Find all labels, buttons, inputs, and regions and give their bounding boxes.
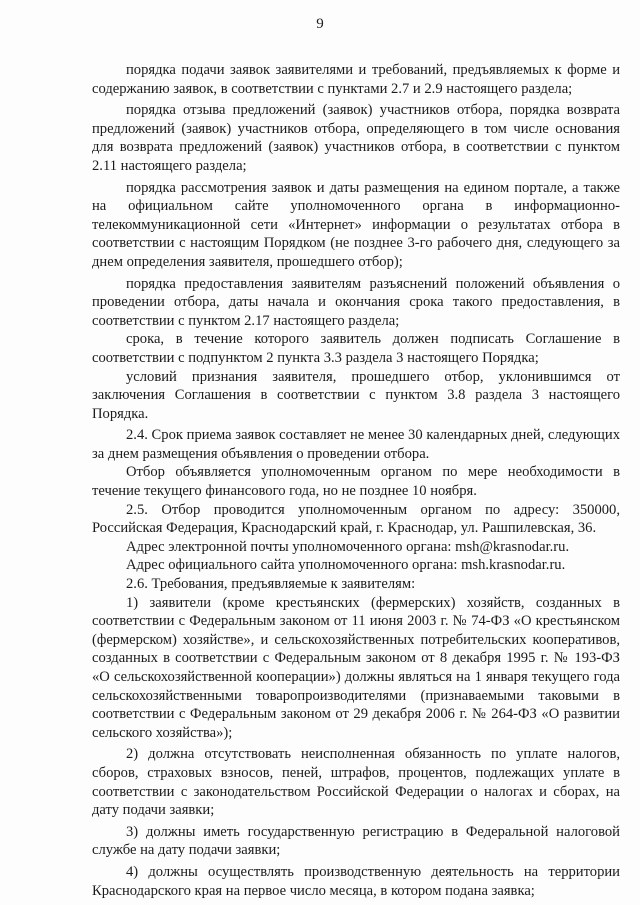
paragraph-website: Адрес официального сайта уполномоченного органа: msh.krasnodar.ru. — [126, 557, 566, 574]
paragraph-withdrawal-procedure: порядка отзыва предложений (заявок) участников отбора, порядка возврата предложений (заявок) участников отбора, определяющего в том числе основания для возврата предложений (заявок) участников отбора, в соответствии с пунктом 2.11 настоящего раздела; — [92, 102, 620, 174]
paragraph-review-procedure: порядка рассмотрения заявок и даты размещения на едином портале, а также на официальном сайте уполномоченного органа в информационно-телекоммуникационной сети «Интернет» информации о результатах отбора в соответствии с настоящим Порядком (не позднее 3-го рабочего дня, следующего за днем определения заявителя, прошедшего отбор); — [92, 179, 620, 270]
paragraph-signing-deadline: срока, в течение которого заявитель должен подписать Соглашение в соответствии с подпунктом 2 пункта 3.3 раздела 3 настоящего Порядка; — [92, 331, 620, 366]
paragraph-email: Адрес электронной почты уполномоченного органа: msh@krasnodar.ru. — [126, 538, 570, 555]
paragraph-selection-announcement: Отбор объявляется уполномоченным органом по мере необходимости в течение текущего финансового года, но не позднее 10 ноября. — [92, 464, 620, 500]
requirement-3-tax-registration: 3) должны иметь государственную регистрацию в Федеральной налоговой службе на дату подачи заявки; — [92, 823, 620, 859]
paragraph-2-5-address: 2.5. Отбор проводится уполномоченным органом по адресу: 350000, Российская Федерация, Краснодарский край, г. Краснодар, ул. Рашпилевская, 36. — [92, 501, 620, 537]
paragraph-clarification-procedure: порядка предоставления заявителям разъяснений положений объявления о проведении отбора, даты начала и окончания срока такого предоставления, в соответствии с пунктом 2.17 настоящего раздела; — [92, 275, 620, 329]
paragraph-2-4-application-period: 2.4. Срок приема заявок составляет не менее 30 календарных дней, следующих за днем размещения объявления о проведении отбора. — [92, 427, 620, 462]
paragraph-evasion-conditions: условий признания заявителя, прошедшего отбор, уклонившимся от заключения Соглашения в соответствии с пунктом 3.8 раздела 3 настоящего Порядка. — [92, 368, 620, 422]
paragraph-application-procedure: порядка подачи заявок заявителями и требований, предъявляемых к форме и содержанию заявок, в соответствии с пунктами 2.7 и 2.9 настоящего раздела; — [92, 62, 620, 97]
requirement-2-no-tax-debt: 2) должна отсутствовать неисполненная обязанность по уплате налогов, сборов, страховых взносов, пеней, штрафов, процентов, подлежащих уплате в соответствии с законодательством Российской Федерации о налогах и сборах, на дату подачи заявки; — [92, 746, 620, 819]
page-number: 9 — [316, 16, 324, 32]
requirement-1-producers: 1) заявители (кроме крестьянских (фермерских) хозяйств, созданных в соответствии с Федеральным законом от 11 июня 2003 г. № 74-ФЗ «О крестьянском (фермерском) хозяйстве», и сельскохозяйственных потребительских кооперативов, созданных в соответствии с Федеральным законом от 8 декабря 1995 г. № 193-ФЗ «О сельскохозяйственной кооперации») должны являться на 1 января текущего года сельскохозяйственными товаропроизводителями (признаваемыми таковыми в соответствии с Федеральным законом от 29 декабря 2006 г. № 264-ФЗ «О развитии сельского хозяйства»); — [92, 594, 620, 741]
paragraph-2-6-requirements: 2.6. Требования, предъявляемые к заявителям: — [126, 576, 416, 593]
requirement-4-territory: 4) должны осуществлять производственную деятельность на территории Краснодарского края на первое число месяца, в котором подана заявка; — [92, 863, 620, 899]
document-body — [92, 61, 620, 900]
